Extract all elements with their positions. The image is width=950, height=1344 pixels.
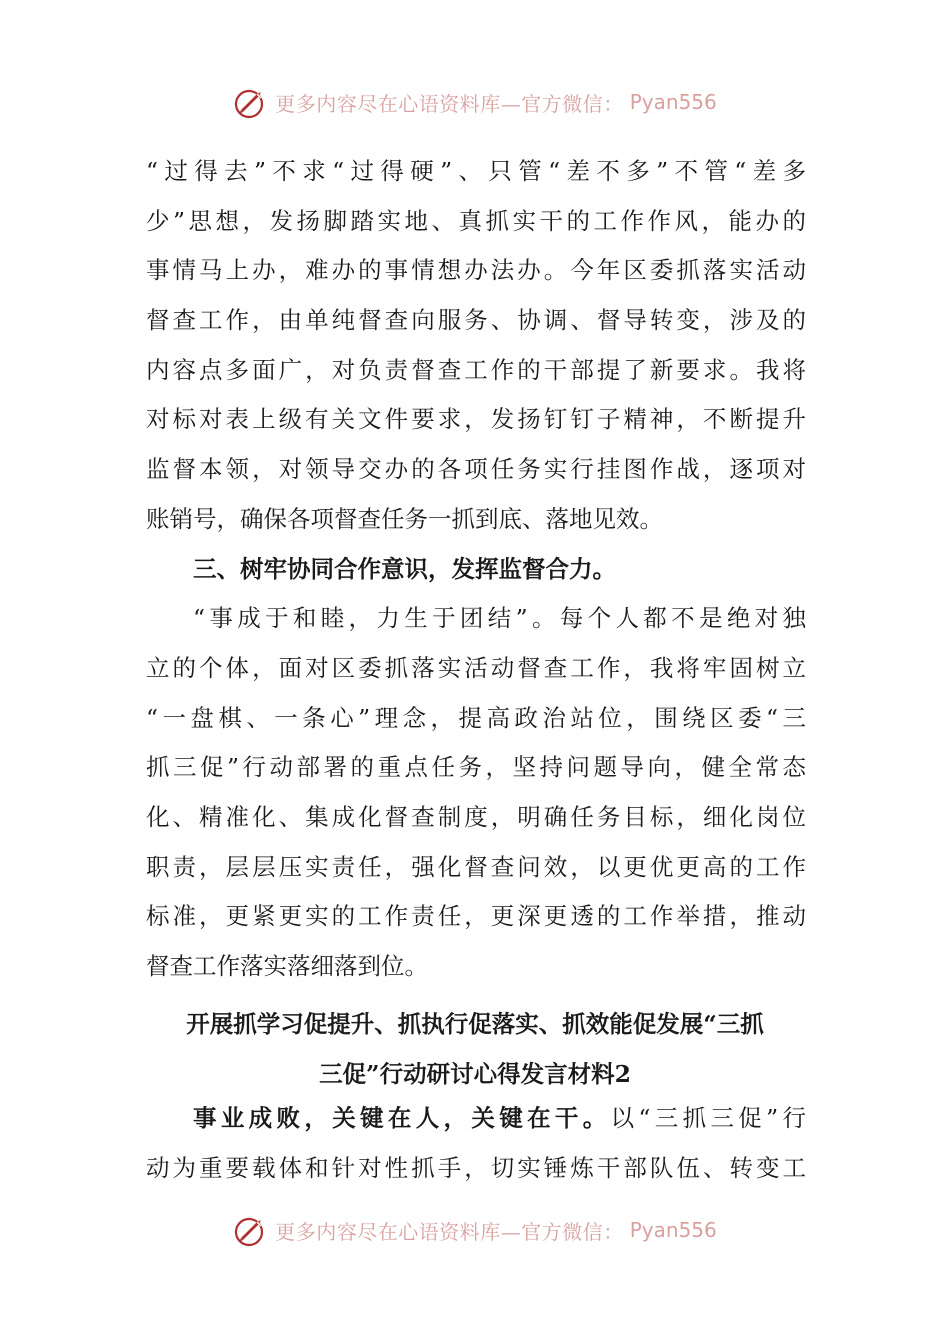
body-line: 少”思想，发扬脚踏实地、真抓实干的工作作风，能办的	[146, 206, 806, 235]
body-line: “事成于和睦，力生于团结”。每个人都不是绝对独	[193, 604, 806, 633]
body-line: “一盘棋、一条心”理念，提高政治站位，围绕区委“三	[146, 703, 806, 732]
body-line: 立的个体，面对区委抓落实活动督查工作，我将牢固树立	[146, 653, 806, 682]
body-line: 标准，更紧更实的工作责任，更深更透的工作举措，推动	[146, 902, 806, 931]
body-line: 化、精准化、集成化督查制度，明确任务目标，细化岗位	[146, 802, 806, 831]
header-banner	[0, 80, 950, 124]
title-line: 三促”行动研讨心得发言材料2	[319, 1059, 631, 1088]
title-line: 开展抓学习促提升、抓执行促落实、抓效能促发展“三抓	[186, 1010, 764, 1038]
lead-continuation: 以“三抓三促”行	[610, 1104, 806, 1132]
body-line: 监督本领，对领导交办的各项任务实行挂图作战，逐项对	[146, 455, 806, 484]
body-line: 职责，层层压实责任，强化督查问效，以更优更高的工作	[146, 852, 806, 881]
final-paragraph	[146, 1094, 806, 1193]
section-heading: 三、树牢协同合作意识，发挥监督合力。	[193, 554, 616, 583]
body-line: 账销号，确保各项督查任务一抓到底、落地见效。	[146, 504, 663, 533]
body-line: 动为重要载体和针对性抓手，切实锤炼干部队伍、转变工	[146, 1153, 806, 1182]
pen-logo-icon	[233, 84, 269, 120]
body-line: 抓三促”行动部署的重点任务，坚持问题导向，健全常态	[146, 753, 806, 782]
document-body	[146, 147, 806, 992]
banner-text: 更多内容尽在心语资料库—官方微信：	[275, 91, 624, 116]
body-line: 督查工作落实落细落到位。	[146, 952, 428, 980]
body-line: 事情马上办，难办的事情想办法办。今年区委抓落实活动	[146, 256, 806, 285]
pen-logo-icon	[233, 1212, 269, 1248]
banner-wechat-id: Pyan556	[629, 90, 717, 114]
banner-text: 更多内容尽在心语资料库—官方微信：	[275, 1219, 624, 1244]
footer-banner	[0, 1208, 950, 1252]
body-line: 对标对表上级有关文件要求，发扬钉钉子精神，不断提升	[146, 405, 806, 434]
body-line: “过得去”不求“过得硬”、只管“差不多”不管“差多	[146, 157, 806, 185]
banner-wechat-id: Pyan556	[629, 1218, 717, 1242]
lead-sentence: 事业成败，关键在人，关键在干。	[193, 1104, 611, 1132]
body-line: 内容点多面广，对负责督查工作的干部提了新要求。我将	[146, 355, 806, 384]
body-line	[146, 1094, 806, 1144]
body-line: 督查工作，由单纯督查向服务、协调、督导转变，涉及的	[146, 306, 806, 335]
document-title	[150, 1000, 800, 1099]
